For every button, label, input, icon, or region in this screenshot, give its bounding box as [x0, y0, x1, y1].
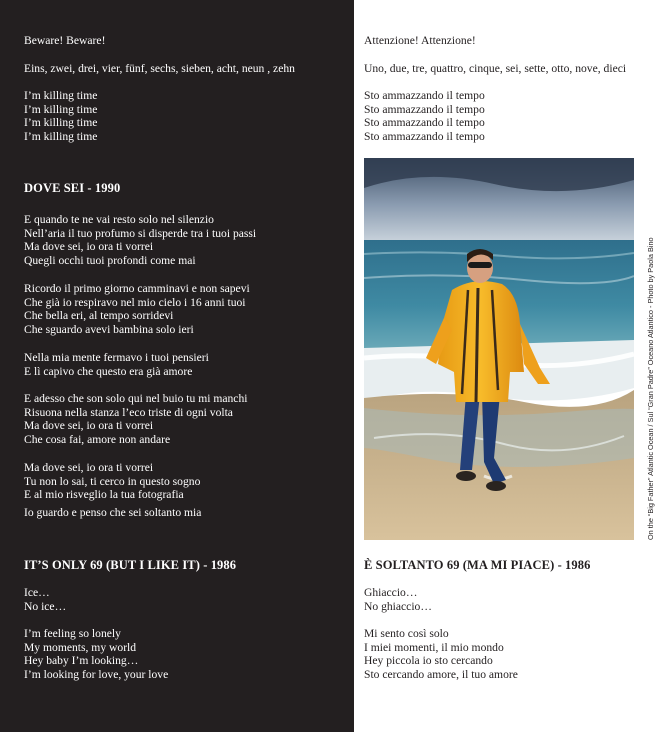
song-title-e-soltanto-69: È SOLTANTO 69 (MA MI PIACE) - 1986 — [364, 558, 591, 572]
stanza-lonely-it: Mi sento così solo I miei momenti, il mio mondo Hey piccola io sto cercando Sto cercando amore, il tuo amore — [364, 627, 518, 682]
intro-refrain-en: I’m killing time I’m killing time I’m killing time I’m killing time — [24, 89, 98, 144]
stanza-lonely-en: I’m feeling so lonely My moments, my world Hey baby I’m looking… I’m looking for love, your love — [24, 627, 169, 682]
stanza-4: E adesso che son solo qui nel buio tu mi manchi Risuona nella stanza l’eco triste di ogni volta Ma dove sei, io ora ti vorrei Che cosa fai, amore non andare — [24, 392, 248, 447]
stanza-1: E quando te ne vai resto solo nel silenzio Nell’aria il tuo profumo si disperde tra i tuoi passi Ma dove sei, io ora ti vorrei Quegli occhi tuoi profondi come mai — [24, 213, 257, 268]
intro-beware-en: Beware! Beware! — [24, 34, 106, 47]
intro-beware-it: Attenzione! Attenzione! — [364, 34, 476, 47]
song-title-dove-sei: DOVE SEI - 1990 — [24, 181, 121, 195]
song-title-its-only-69: IT’S ONLY 69 (BUT I LIKE IT) - 1986 — [24, 558, 237, 572]
beach-photo-illustration — [364, 158, 634, 540]
stanza-6: Io guardo e penso che sei soltanto mia — [24, 506, 202, 519]
stanza-5: Ma dove sei, io ora ti vorrei Tu non lo sai, ti cerco in questo sogno E al mio risveglio la tua fotografia — [24, 461, 201, 502]
stanza-ice-en: Ice… No ice… — [24, 586, 67, 613]
stanza-ice-it: Ghiaccio… No ghiaccio… — [364, 586, 432, 613]
intro-count-en: Eins, zwei, drei, vier, fünf, sechs, sieben, acht, neun , zehn — [24, 62, 295, 75]
beach-photo — [364, 158, 634, 540]
stanza-2: Ricordo il primo giorno camminavi e non sapevi Che già io respiravo nel mio cielo i 16 anni tuoi Che bella eri, al tempo sorridevi Che sguardo avevi bambina solo ieri — [24, 282, 250, 337]
intro-count-it: Uno, due, tre, quattro, cinque, sei, sette, otto, nove, dieci — [364, 62, 627, 75]
photo-credit: On the “Big Father” Atlantic Ocean / Sul “Gran Padre” Oceano Atlantico - Photo by Paola Bino — [646, 237, 655, 540]
stanza-3: Nella mia mente fermavo i tuoi pensieri E lì capivo che questo era già amore — [24, 351, 209, 378]
intro-refrain-it: Sto ammazzando il tempo Sto ammazzando il tempo Sto ammazzando il tempo Sto ammazzando il tempo — [364, 89, 485, 144]
